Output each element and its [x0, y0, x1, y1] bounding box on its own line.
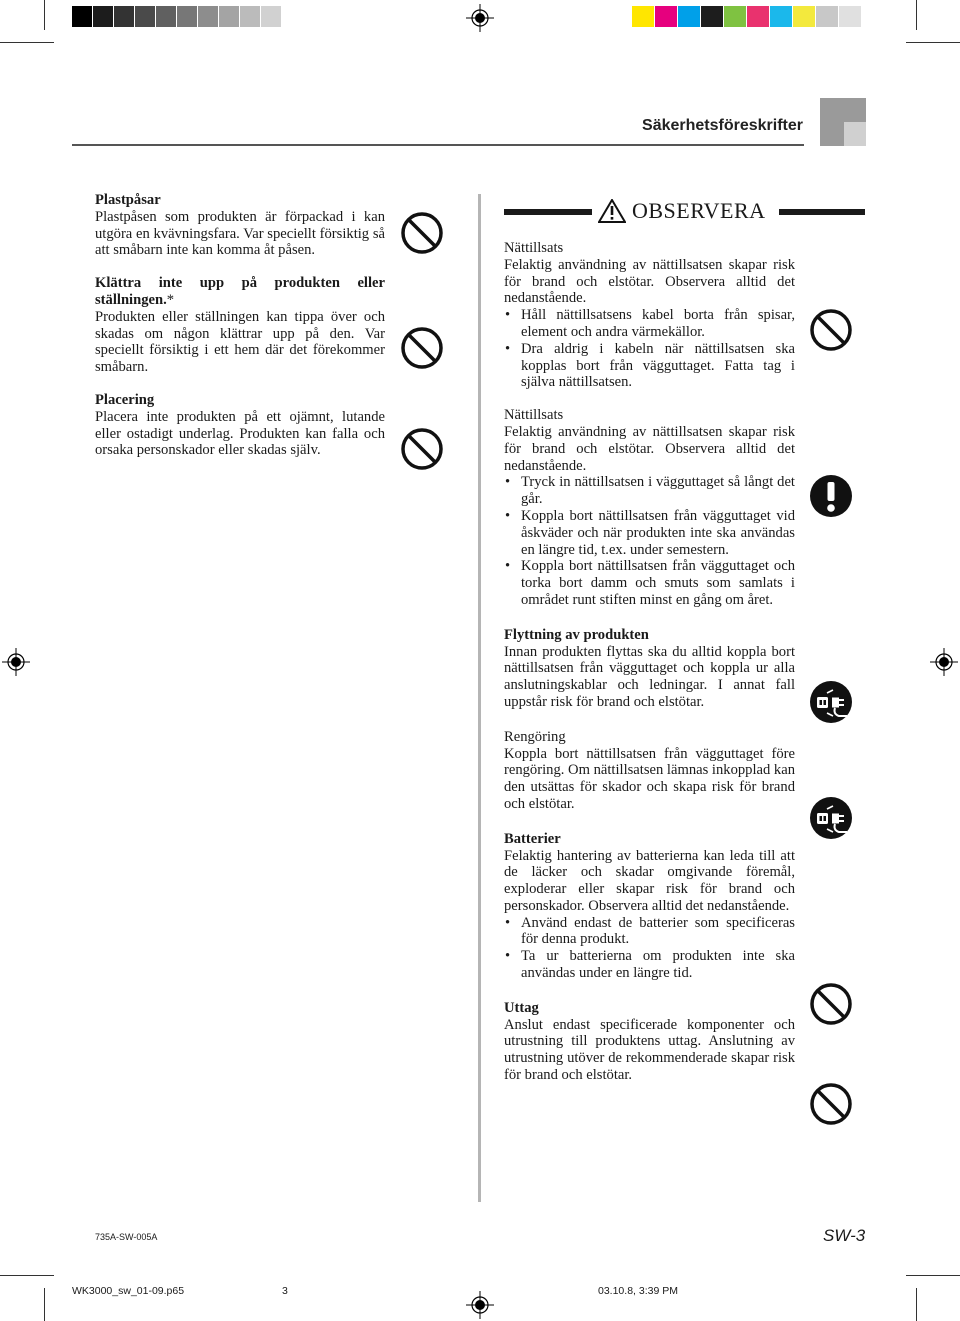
- warning-triangle-icon: [598, 199, 626, 223]
- list-item: • Ta ur batterierna om produkten inte ska användas under en längre tid.: [504, 948, 795, 982]
- color-swatch: [770, 6, 792, 27]
- exclamation-icon: [809, 474, 853, 518]
- left-column: [95, 192, 385, 459]
- section-adapter-1: [504, 240, 795, 391]
- page-title: Säkerhetsföreskrifter: [642, 117, 803, 134]
- color-swatch: [724, 6, 746, 27]
- prohibition-icon: [809, 982, 853, 1026]
- registration-mark-icon: [466, 1291, 494, 1319]
- gray-swatch: [72, 6, 92, 27]
- registration-mark-icon: [2, 648, 30, 676]
- section-body: Felaktig användning av nättillsatsen skapar risk för brand och elstötar. Observera alltid det nedanstående.: [504, 423, 795, 474]
- heading-text: Klättra inte upp på produkten eller ställningen.: [95, 275, 385, 308]
- header-rule: [72, 144, 804, 146]
- color-swatch: [816, 6, 838, 27]
- section-batteries: [504, 831, 795, 982]
- process-color-bar: [632, 6, 862, 27]
- section-placement: [95, 392, 385, 459]
- observera-label: OBSERVERA: [632, 198, 766, 223]
- prohibition-icon: [400, 427, 444, 471]
- gray-swatch: [177, 6, 197, 27]
- list-item: • Använd endast de batterier som specificeras för denna produkt.: [504, 915, 795, 949]
- list-item: • Koppla bort nättillsatsen från vägguttaget och torka bort damm och smuts som samlats i området runt stiften minst en gång om året.: [504, 558, 795, 608]
- slug-page: 3: [282, 1285, 288, 1297]
- section-moving: [504, 627, 795, 711]
- section-heading: Nättillsats: [504, 240, 564, 256]
- header-tab-block: [820, 98, 866, 146]
- color-swatch: [839, 6, 861, 27]
- section-heading: Plastpåsar: [95, 192, 161, 208]
- color-swatch: [701, 6, 723, 27]
- page-number: SW-3: [823, 1226, 866, 1245]
- color-swatch: [793, 6, 815, 27]
- section-adapter-2: [504, 407, 795, 609]
- section-heading: [95, 275, 385, 309]
- unplug-icon: [809, 796, 853, 840]
- unplug-icon: [809, 680, 853, 724]
- section-heading: Batterier: [504, 830, 561, 847]
- color-swatch: [747, 6, 769, 27]
- section-heading: Flyttning av produkten: [504, 626, 649, 643]
- slug-filename: WK3000_sw_01-09.p65: [72, 1285, 185, 1297]
- section-body: Koppla bort nättillsatsen från vägguttaget före rengöring. Om nättillsatsen lämnas inkopplad kan den utsättas för skador och skapa risk för brand och elstötar.: [504, 745, 796, 812]
- observera-bar-left: [504, 209, 592, 215]
- section-outlets: [504, 1000, 795, 1084]
- section-plastic-bags: [95, 192, 385, 259]
- registration-mark-icon: [930, 648, 958, 676]
- gray-swatch: [219, 6, 239, 27]
- section-body: Placera inte produkten på ett ojämnt, lutande eller ostadigt underlag. Produkten kan falla och orsaka personskador eller skadas själv.: [95, 408, 385, 459]
- list-item: • Tryck in nättillsatsen i vägguttaget så långt det går.: [504, 474, 795, 508]
- prohibition-icon: [809, 1082, 853, 1126]
- list-item: • Dra aldrig i kabeln när nättillsatsen ska kopplas bort från vägguttaget. Fatta tag i själva nättillsatsen.: [504, 341, 795, 391]
- gray-swatch: [198, 6, 218, 27]
- section-climbing: [95, 275, 385, 376]
- section-body: Plastpåsen som produkten är förpackad i kan utgöra en kvävningsfara. Var speciellt försiktig så att småbarn inte kan komma åt påsen.: [95, 208, 385, 259]
- section-body: Felaktig hantering av batterierna kan leda till att de läcker och skadar omgivande föremål, exploderar eller skapar risk för brand och personskador. Observera alltid det nedanstående.: [504, 847, 795, 914]
- gray-swatch: [156, 6, 176, 27]
- section-heading: Nättillsats: [504, 407, 564, 424]
- gray-swatch: [135, 6, 155, 27]
- gray-swatch: [93, 6, 113, 27]
- color-swatch: [655, 6, 677, 27]
- observera-bar-right: [779, 209, 865, 215]
- section-body: Felaktig användning av nättillsatsen skapar risk för brand och elstötar. Observera alltid det nedanstående.: [504, 256, 795, 307]
- prohibition-icon: [400, 326, 444, 370]
- section-body: Anslut endast specificerade komponenter och utrustning till produktens uttag. Anslutning av utrustning utöver de rekommenderade skapar risk för brand och elstötar.: [504, 1016, 795, 1084]
- section-heading: Uttag: [504, 999, 539, 1016]
- list-item: • Håll nättillsatsens kabel borta från spisar, element och andra värmekällor.: [504, 307, 795, 341]
- document-code: 735A-SW-005A: [95, 1232, 158, 1242]
- gray-swatch: [261, 6, 281, 27]
- section-body: Innan produkten flyttas ska du alltid koppla bort nättillsatsen från vägguttaget och koppla ur alla anslutningskablar och ledningar. I annat fall uppstår risk för brand och elstötar.: [504, 643, 795, 710]
- asterisk: *: [166, 291, 175, 308]
- column-divider: [478, 194, 481, 1202]
- grayscale-color-bar: [72, 6, 282, 27]
- gray-swatch: [240, 6, 260, 27]
- section-body: Produkten eller ställningen kan tippa över och skadas om någon klättrar upp på den. Var speciellt försiktig i ett hem där det förekommer småbarn.: [95, 308, 385, 376]
- registration-mark-icon: [466, 4, 494, 32]
- section-heading: Rengöring: [504, 728, 566, 745]
- observera-heading: [598, 198, 766, 224]
- section-cleaning: [504, 729, 795, 813]
- section-heading: Placering: [95, 391, 155, 408]
- color-swatch: [678, 6, 700, 27]
- color-swatch: [632, 6, 654, 27]
- slug-date: 03.10.8, 3:39 PM: [598, 1285, 678, 1297]
- right-column: [504, 240, 795, 1084]
- gray-swatch: [114, 6, 134, 27]
- prohibition-icon: [809, 308, 853, 352]
- prohibition-icon: [400, 211, 444, 255]
- list-item: • Koppla bort nättillsatsen från vägguttaget vid åskväder och när produkten inte ska användas en längre tid, t.ex. under semestern.: [504, 508, 795, 558]
